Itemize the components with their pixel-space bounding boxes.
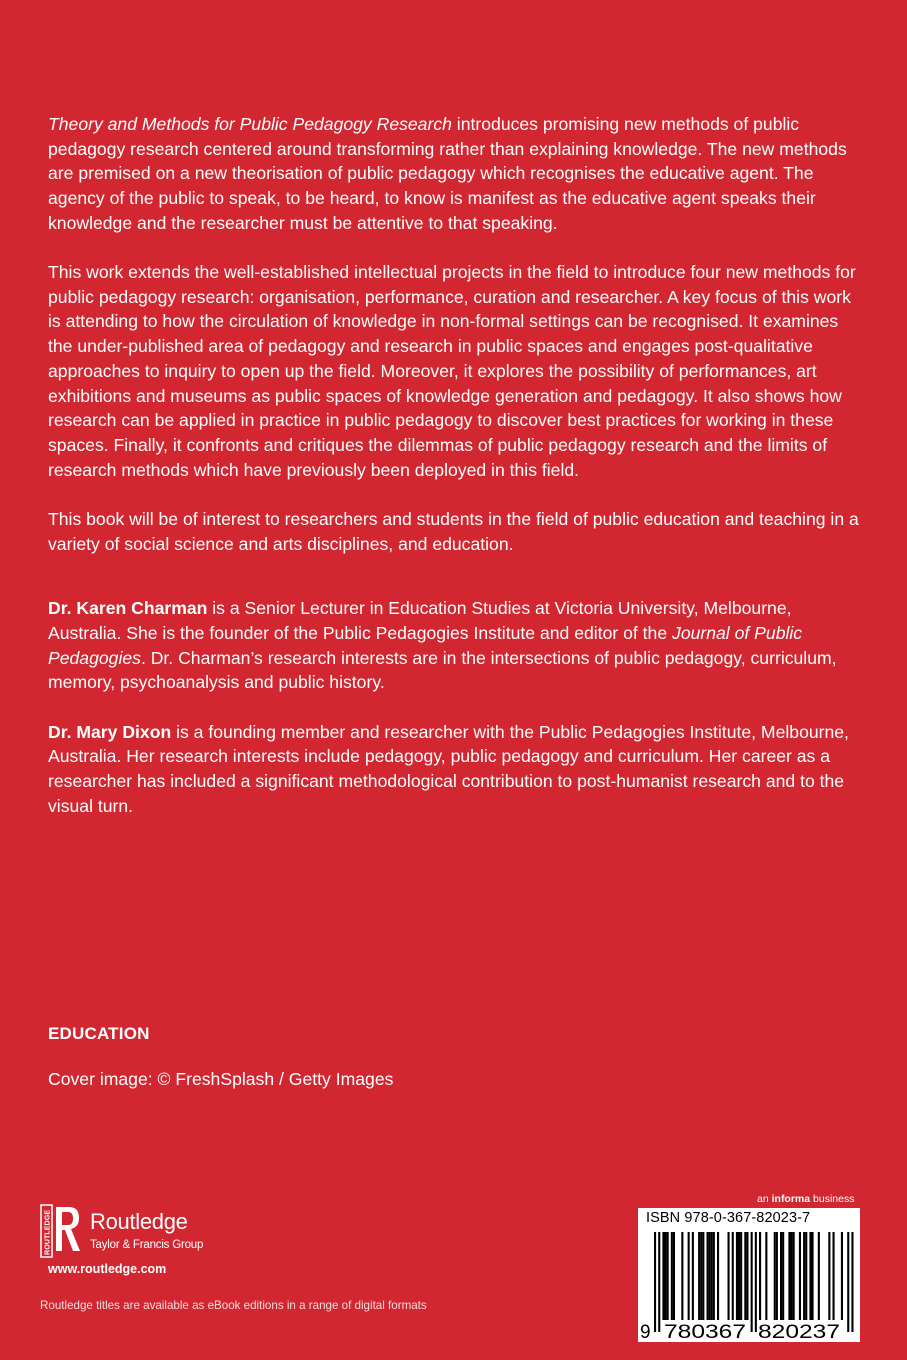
barcode-bar: [717, 1232, 719, 1320]
barcode-bar: [671, 1232, 673, 1320]
barcode-bar: [751, 1232, 753, 1332]
publisher-logo: [40, 1203, 260, 1259]
blurb-paragraph-2: This work extends the well-established intellectual projects in the field to introduce four new methods for public pedagogy research: organisation, performance, curation and researcher. A key focus of this work is attending to how the circulation of knowledge in non-formal settings can be recognised. It examines the under-published area of pedagogy and research in public spaces and engages post-qualitative approaches to inquiry to open up the field. Moreover, it explores the possibility of performances, art exhibitions and museums as public spaces of knowledge generation and pedagogy. It also shows how research can be applied in practice in public pedagogy to discover best practices for working in these spaces. Finally, it confronts and critiques the dilemmas of public pedagogy research and the limits of research methods which have previously been deployed in this field.: [48, 262, 856, 480]
back-cover-blurb: [48, 112, 863, 843]
barcode-bar: [709, 1232, 711, 1320]
barcode-bar: [799, 1232, 801, 1320]
informa-tagline: [757, 1193, 854, 1205]
barcode-bar: [667, 1232, 669, 1320]
barcode-bar: [833, 1232, 835, 1320]
author-bio-text: is a Senior Lecturer in Education Studies at Victoria University, Melbourne, Australia. She is the founder of the Public Pedagogies Institute and editor of the: [48, 598, 792, 643]
barcode-bar: [698, 1232, 700, 1320]
barcode-bar: [803, 1232, 805, 1320]
barcode-bar: [713, 1232, 715, 1320]
barcode-bar: [828, 1232, 830, 1320]
barcode-bar: [809, 1232, 811, 1320]
barcode-bar: [688, 1232, 690, 1320]
subject-category: EDUCATION: [48, 1024, 150, 1043]
blurb-paragraph-3: This book will be of interest to researchers and students in the field of public education and teaching in a variety of social science and arts disciplines, and education.: [48, 508, 859, 554]
isbn-label: ISBN 978-0-367-82023-7: [646, 1210, 811, 1226]
barcode-bar: [732, 1232, 734, 1320]
barcode-bar: [791, 1232, 793, 1320]
barcode-bar: [793, 1232, 795, 1320]
barcode-bar: [782, 1232, 784, 1320]
barcode-bar: [755, 1232, 757, 1332]
barcode-bar: [692, 1232, 694, 1320]
blurb-paragraph-1: [48, 112, 863, 236]
barcode-bar: [673, 1232, 675, 1320]
barcode-right-digits: 820237: [758, 1322, 840, 1342]
barcode-bar: [707, 1232, 709, 1320]
author-name: Dr. Karen Charman: [48, 598, 208, 619]
blurb-paragraph-1-text: introduces promising new methods of public pedagogy research centered around transforming rather than explaining knowledge. The new methods are premised on a new theorisation of public pedagogy which recognises the educative agent. The agency of the public to speak, to be heard, to know is manifest as the educative agent speaks their knowledge and the researcher must be attentive to that speaking.: [48, 114, 847, 233]
cover-image-credit: Cover image: © FreshSplash / Getty Images: [48, 1069, 394, 1089]
publisher-name: Routledge: [90, 1209, 188, 1234]
barcode-bar: [702, 1232, 704, 1320]
author-name: Dr. Mary Dixon: [48, 721, 172, 742]
author-bio-charman: [48, 596, 863, 695]
journal-title: Journal of Public Pedagogies: [48, 622, 803, 668]
ebook-note: Routledge titles are available as eBook editions in a range of digital formats: [40, 1299, 427, 1312]
author-bio-text: is a founding member and researcher with the Public Pedagogies Institute, Melbourne, Australia. Her research interests include pedagogy, public pedagogy and curriculum. Her career as a researcher has included a significant methodological contribution to post-humanist research and to the visual turn.: [48, 721, 849, 816]
barcode-bar: [818, 1232, 820, 1320]
author-bios: [48, 596, 863, 818]
author-bio-dixon: [48, 720, 863, 819]
barcode-bar: [654, 1232, 656, 1332]
routledge-r-icon: [40, 1203, 82, 1259]
barcode-bar: [759, 1232, 761, 1320]
barcode-bar: [805, 1232, 807, 1320]
barcode-bars: [654, 1232, 854, 1332]
barcode-bar: [728, 1232, 730, 1320]
barcode-bar: [776, 1232, 778, 1320]
barcode-bar: [851, 1232, 853, 1332]
informa-prefix: an: [757, 1193, 772, 1205]
barcode-bar: [744, 1232, 746, 1320]
barcode-lead-digit: 9: [640, 1322, 651, 1342]
publisher-website: www.routledge.com: [48, 1262, 167, 1276]
barcode-bar: [774, 1232, 776, 1320]
barcode-bar: [841, 1232, 843, 1320]
barcode-bar: [788, 1232, 790, 1320]
publisher-group: Taylor & Francis Group: [90, 1239, 204, 1251]
barcode-bar: [812, 1232, 814, 1320]
barcode-bar: [736, 1232, 738, 1320]
informa-brand: informa: [771, 1193, 811, 1205]
barcode-bar: [700, 1232, 702, 1320]
barcode-bar: [665, 1232, 667, 1320]
barcode-bar: [740, 1232, 742, 1320]
book-title: Theory and Methods for Public Pedagogy Research: [48, 114, 452, 134]
isbn-barcode: [638, 1208, 860, 1342]
routledge-vertical-mark: ROUTLEDGE: [42, 1209, 52, 1255]
informa-suffix: business: [810, 1193, 855, 1205]
barcode-bar: [658, 1232, 660, 1332]
barcode-bar: [681, 1232, 683, 1320]
barcode-bar: [765, 1232, 767, 1320]
barcode-bar: [738, 1232, 740, 1320]
author-bio-text: . Dr. Charman’s research interests are in the intersections of public pedagogy, curriculum, memory, psychoanalysis and public history.: [48, 647, 837, 693]
barcode-bar: [780, 1232, 782, 1320]
barcode-graphic: [638, 1228, 860, 1342]
barcode-left-digits: 780367: [664, 1322, 746, 1342]
barcode-bar: [711, 1232, 713, 1320]
barcode-bar: [847, 1232, 849, 1332]
barcode-bar: [746, 1232, 748, 1320]
barcode-bar: [662, 1232, 664, 1320]
